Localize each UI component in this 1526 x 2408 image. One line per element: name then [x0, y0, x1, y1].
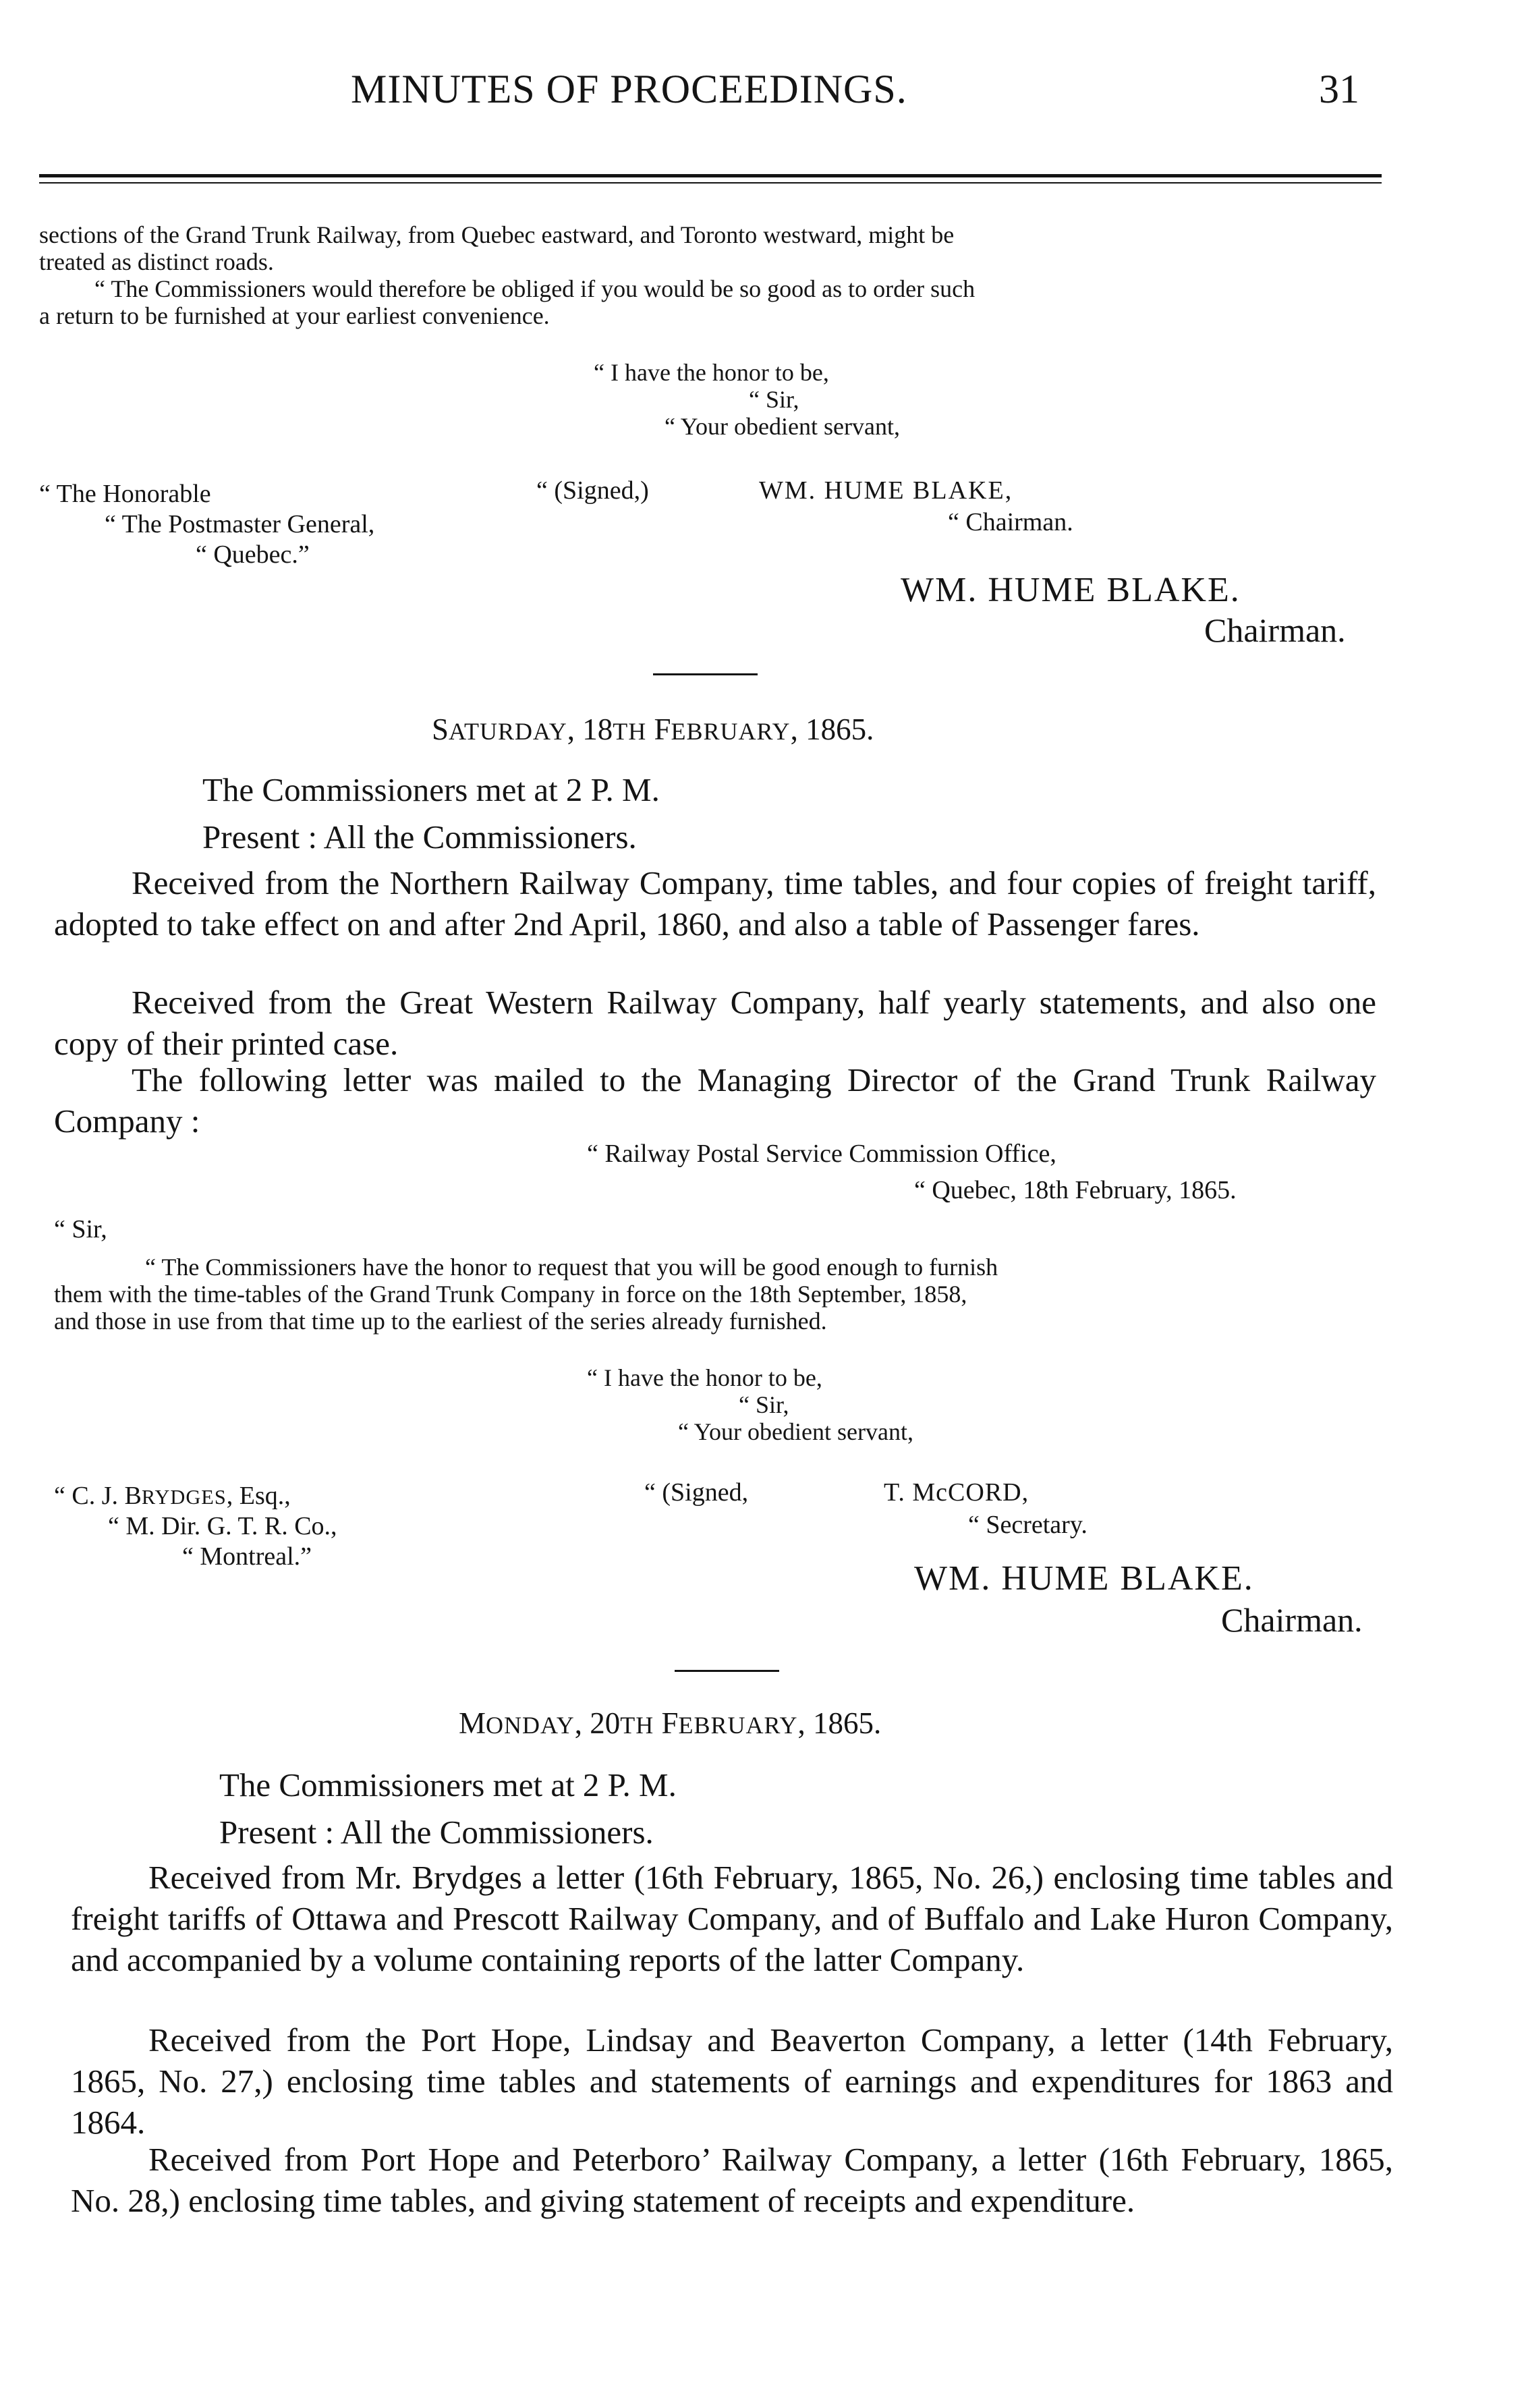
letter1-closing-1: “ I have the honor to be, — [594, 359, 829, 386]
letter1-line-3: “ The Commissioners would therefore be obliged if you would be so good as to order such — [94, 275, 976, 302]
session-1-paragraph-1: Received from the Northern Railway Company, time tables, and four copies of freight tariff, adopted to take effect on and after 2nd April, 1860, and also a table of Passenger fares. — [54, 864, 1376, 943]
letter1-signer: WM. HUME BLAKE, — [759, 476, 1013, 505]
session-2-date-heading — [459, 1706, 881, 1741]
heading-2-month-initial: F — [654, 1706, 679, 1740]
letter1-addressee-1: “ The Honorable — [39, 480, 211, 508]
page-number: 31 — [1319, 67, 1359, 111]
letter2-signed-label: “ (Signed, — [644, 1478, 749, 1507]
session-1-met: The Commissioners met at 2 P. M. — [202, 771, 660, 808]
letter2-salutation: “ Sir, — [54, 1215, 107, 1243]
letter1-signer-title: “ Chairman. — [948, 508, 1073, 536]
section-separator-2 — [675, 1670, 779, 1672]
letter2-closing-2: “ Sir, — [739, 1391, 789, 1418]
letter1-line-1: sections of the Grand Trunk Railway, from Quebec eastward, and Toronto westward, might be — [39, 221, 955, 248]
heading-2-year: , 1865. — [797, 1706, 882, 1740]
letter2-addressee-2: “ M. Dir. G. T. R. Co., — [108, 1512, 337, 1540]
letter2-body-2: them with the time-tables of the Grand Trunk Company in force on the 18th September, 1858, — [54, 1281, 967, 1308]
letter2-addressee-name — [54, 1481, 291, 1512]
signature-1-name: WM. HUME BLAKE. — [901, 571, 1241, 609]
heading-2-day-rest: ONDAY — [486, 1712, 575, 1739]
heading-1-date-suffix: TH — [613, 718, 647, 745]
heading-1-day-initial: S — [432, 712, 449, 746]
signature-1-title: Chairman. — [1204, 611, 1346, 649]
heading-1-year: , 1865. — [790, 712, 874, 746]
session-1-date-heading — [432, 712, 874, 747]
addressee-name-prefix: “ C. J. B — [54, 1482, 142, 1510]
letter2-addressee-3: “ Montreal.” — [182, 1542, 312, 1571]
heading-1-month-initial: F — [646, 712, 671, 746]
session-2-present: Present : All the Commissioners. — [219, 1814, 654, 1851]
letter2-signer: T. McCORD, — [884, 1478, 1029, 1507]
letter2-body-3: and those in use from that time up to the earliest of the series already furnished. — [54, 1308, 827, 1335]
letter1-addressee-2: “ The Postmaster General, — [105, 510, 375, 538]
addressee-name-smallcaps: RYDGES — [141, 1486, 227, 1509]
letter1-signed-label: “ (Signed,) — [536, 476, 649, 505]
session-1-paragraph-3: The following letter was mailed to the Managing Director of the Grand Trunk Railway Company : — [54, 1061, 1376, 1140]
letter1-line-2: treated as distinct roads. — [39, 248, 274, 275]
letter1-closing-2: “ Sir, — [749, 386, 799, 413]
letter2-body-1: “ The Commissioners have the honor to request that you will be good enough to furnish — [145, 1254, 998, 1281]
heading-2-date-number: , 20 — [574, 1706, 621, 1740]
letter2-place: “ Railway Postal Service Commission Office, — [587, 1140, 1056, 1168]
heading-2-month-rest: EBRUARY — [678, 1712, 798, 1739]
session-2-paragraph-3: Received from Port Hope and Peterboro’ Railway Company, a letter (16th February, 1865, No. 28,) enclosing time tables, and giving statement of receipts and expenditure. — [71, 2141, 1393, 2219]
addressee-name-suffix: , Esq., — [226, 1482, 291, 1510]
heading-1-day-rest: ATURDAY — [449, 718, 567, 745]
header-rule-thin — [39, 182, 1382, 184]
page-header-title: MINUTES OF PROCEEDINGS. — [351, 67, 907, 111]
letter2-date: “ Quebec, 18th February, 1865. — [914, 1176, 1237, 1204]
section-separator-1 — [653, 673, 758, 675]
letter2-closing-3: “ Your obedient servant, — [678, 1418, 913, 1445]
session-2-met: The Commissioners met at 2 P. M. — [219, 1766, 677, 1803]
letter1-closing-3: “ Your obedient servant, — [665, 413, 900, 440]
heading-1-date-number: , 18 — [567, 712, 613, 746]
heading-2-date-suffix: TH — [620, 1712, 654, 1739]
heading-2-day-initial: M — [459, 1706, 486, 1740]
letter1-line-4: a return to be furnished at your earliest convenience. — [39, 302, 550, 329]
heading-1-month-rest: EBRUARY — [671, 718, 791, 745]
signature-2-title: Chairman. — [1221, 1601, 1363, 1639]
session-1-paragraph-2: Received from the Great Western Railway Company, half yearly statements, and also one copy of their printed case. — [54, 984, 1376, 1062]
session-2-paragraph-1: Received from Mr. Brydges a letter (16th February, 1865, No. 26,) enclosing time tables and freight tariffs of Ottawa and Prescott Railway Company, and of Buffalo and Lake Huron Company, and accompanied by a volume containing reports of the latter Company. — [71, 1859, 1393, 1978]
letter2-signer-title: “ Secretary. — [968, 1511, 1087, 1539]
letter1-addressee-3: “ Quebec.” — [196, 540, 310, 569]
header-rule-thick — [39, 174, 1382, 177]
session-1-present: Present : All the Commissioners. — [202, 818, 637, 856]
session-2-paragraph-2: Received from the Port Hope, Lindsay and Beaverton Company, a letter (14th February, 1865, No. 27,) enclosing time tables and statements of earnings and expenditures for 1863 and 1864. — [71, 2021, 1393, 2141]
signature-2-name: WM. HUME BLAKE. — [914, 1559, 1254, 1598]
letter2-closing-1: “ I have the honor to be, — [587, 1364, 822, 1391]
